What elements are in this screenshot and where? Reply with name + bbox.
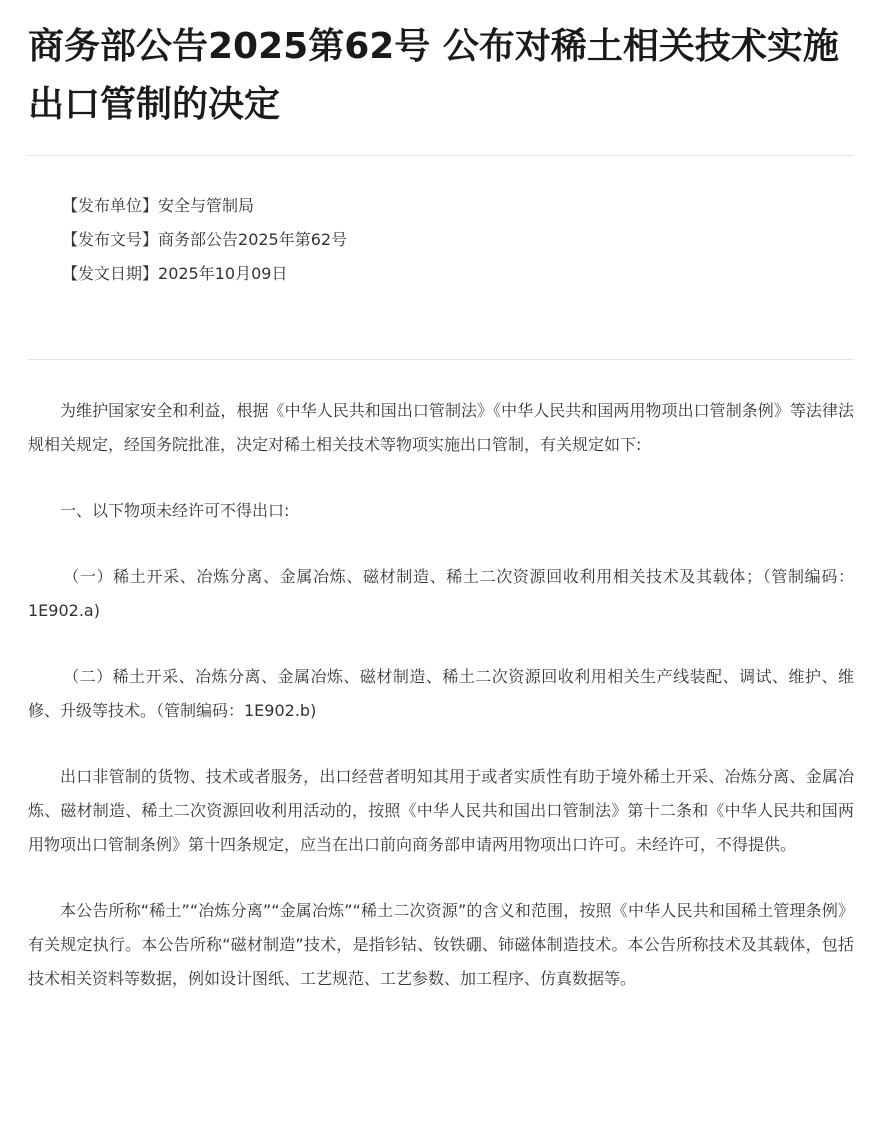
- paragraph-item-2: （二）稀土开采、冶炼分离、金属冶炼、磁材制造、稀土二次资源回收利用相关生产线装配、调试、维护、维修、升级等技术。（管制编码：1E902.b): [28, 667, 854, 720]
- paragraph-item-1: （一）稀土开采、冶炼分离、金属冶炼、磁材制造、稀土二次资源回收利用相关技术及其载体；（管制编码：1E902.a): [28, 567, 854, 620]
- paragraph-section-1: 一、以下物项未经许可不得出口:: [60, 501, 290, 520]
- meta-label: 【发布单位】: [62, 196, 159, 215]
- meta-row-date: [62, 257, 347, 291]
- meta-row-publisher: [62, 189, 347, 223]
- meta-value: 商务部公告2025年第62号: [158, 230, 348, 249]
- page-title: 商务部公告2025第62号 公布对稀土相关技术实施出口管制的决定: [28, 26, 839, 125]
- divider-top: [28, 155, 854, 156]
- meta-value: 2025年10月09日: [158, 264, 288, 283]
- meta-value: 安全与管制局: [158, 196, 255, 215]
- paragraph-non-controlled: 出口非管制的货物、技术或者服务，出口经营者明知其用于或者实质性有助于境外稀土开采、冶炼分离、金属冶炼、磁材制造、稀土二次资源回收利用活动的，按照《中华人民共和国出口管制法》第十二条和《中华人民共和国两用物项出口管制条例》第十四条规定，应当在出口前向商务部申请两用物项出口许可。未经许可，不得提供。: [28, 767, 854, 854]
- meta-label: 【发布文号】: [62, 230, 159, 249]
- meta-block: [62, 189, 347, 291]
- meta-row-doc-number: [62, 223, 347, 257]
- article-body: [28, 394, 854, 1028]
- divider-bottom: [28, 359, 854, 360]
- paragraph-intro: 为维护国家安全和利益，根据《中华人民共和国出口管制法》《中华人民共和国两用物项出口管制条例》等法律法规相关规定，经国务院批准，决定对稀土相关技术等物项实施出口管制，有关规定如下:: [28, 401, 854, 454]
- meta-label: 【发文日期】: [62, 264, 159, 283]
- paragraph-definitions: 本公告所称“稀土”“冶炼分离”“金属冶炼”“稀土二次资源”的含义和范围，按照《中华人民共和国稀土管理条例》有关规定执行。本公告所称“磁材制造”技术，是指钐钴、钕铁硼、铈磁体制造技术。本公告所称技术及其载体，包括技术相关资料等数据，例如设计图纸、工艺规范、工艺参数、加工程序、仿真数据等。: [28, 901, 854, 988]
